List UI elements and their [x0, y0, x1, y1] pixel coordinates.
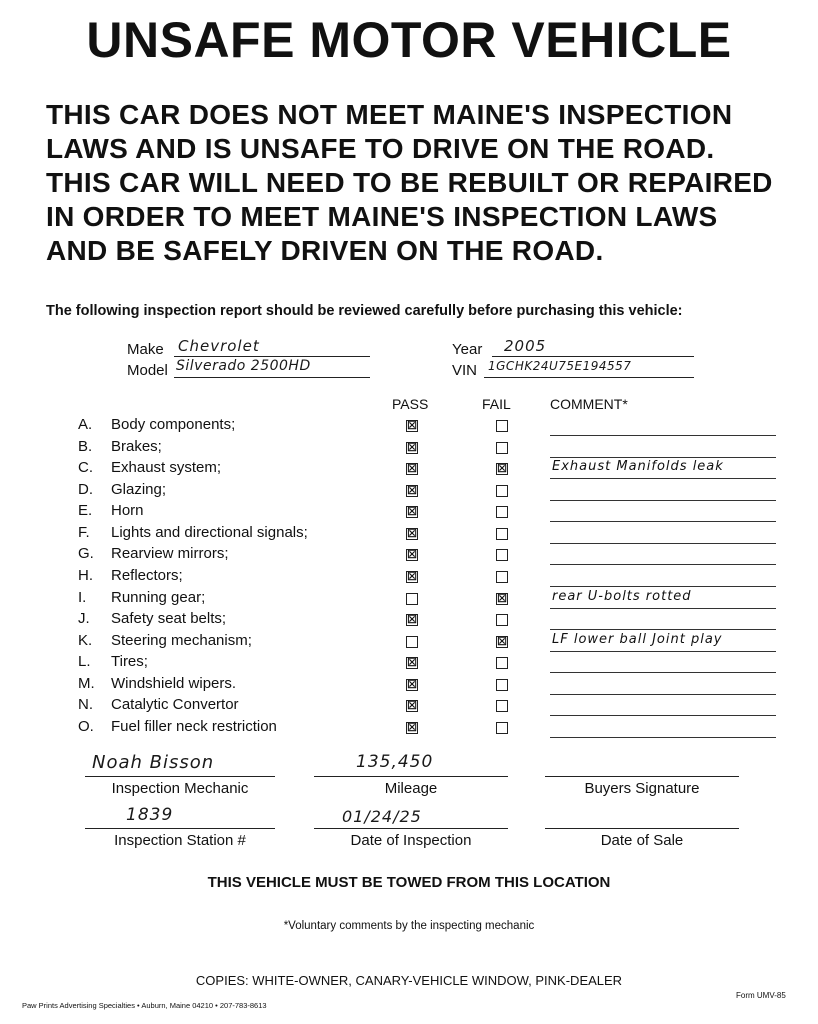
checklist-row [78, 632, 798, 653]
inspection-date-line[interactable] [314, 828, 508, 829]
comment-field[interactable] [550, 481, 776, 501]
item-label: Catalytic Convertor [111, 696, 239, 713]
mileage-label: Mileage [384, 780, 438, 797]
item-label: Lights and directional signals; [111, 524, 308, 541]
comment-text: rear U-bolts rotted [552, 589, 692, 604]
mechanic-signature-line[interactable] [85, 776, 275, 777]
vin-value: 1GCHK24U75E194557 [488, 359, 632, 373]
item-letter: F. [78, 524, 90, 541]
comment-field[interactable] [550, 632, 776, 652]
pass-header: PASS [392, 396, 429, 412]
item-letter: J. [78, 610, 90, 627]
year-value: 2005 [504, 337, 547, 355]
fail-checkbox[interactable]: ☒ [497, 636, 507, 648]
item-label: Fuel filler neck restriction [111, 718, 277, 735]
warning-line: LAWS AND IS UNSAFE TO DRIVE ON THE ROAD. [46, 133, 715, 164]
comment-field[interactable] [550, 653, 776, 673]
fail-checkbox[interactable] [496, 571, 508, 583]
checklist-row [78, 545, 798, 566]
pass-checkbox[interactable] [406, 636, 418, 648]
station-number-label: Inspection Station # [114, 832, 246, 849]
model-label: Model [127, 362, 168, 379]
checklist-row [78, 718, 798, 739]
item-letter: D. [78, 481, 93, 498]
item-label: Steering mechanism; [111, 632, 252, 649]
fail-checkbox[interactable] [496, 657, 508, 669]
fail-checkbox[interactable] [496, 420, 508, 432]
warning-text [46, 98, 786, 268]
pass-checkbox[interactable]: ☒ [407, 549, 417, 561]
comment-field[interactable] [550, 502, 776, 522]
item-letter: O. [78, 718, 94, 735]
station-number-value: 1839 [126, 805, 174, 825]
make-field[interactable] [174, 337, 370, 357]
fail-checkbox[interactable] [496, 679, 508, 691]
item-label: Rearview mirrors; [111, 545, 229, 562]
comment-field[interactable] [550, 459, 776, 479]
buyer-signature-label: Buyers Signature [584, 780, 700, 797]
comment-field[interactable] [550, 524, 776, 544]
checklist-row [78, 567, 798, 588]
checklist-row [78, 502, 798, 523]
comment-field[interactable] [550, 696, 776, 716]
comment-field[interactable] [550, 718, 776, 738]
item-label: Tires; [111, 653, 148, 670]
fail-checkbox[interactable] [496, 700, 508, 712]
item-letter: E. [78, 502, 93, 519]
year-field[interactable] [492, 337, 694, 357]
item-letter: L. [78, 653, 91, 670]
make-label: Make [127, 341, 164, 358]
comment-field[interactable] [550, 567, 776, 587]
fail-checkbox[interactable] [496, 549, 508, 561]
mileage-value: 135,450 [356, 752, 434, 772]
comment-field[interactable] [550, 610, 776, 630]
warning-line: THIS CAR DOES NOT MEET MAINE'S INSPECTION [46, 99, 733, 130]
station-number-line[interactable] [85, 828, 275, 829]
item-letter: H. [78, 567, 93, 584]
checklist-row [78, 653, 798, 674]
item-letter: C. [78, 459, 93, 476]
pass-checkbox[interactable]: ☒ [407, 528, 417, 540]
comment-header: COMMENT* [550, 396, 628, 412]
checklist-row [78, 610, 798, 631]
make-value: Chevrolet [178, 337, 260, 355]
comment-field[interactable] [550, 589, 776, 609]
pass-checkbox[interactable]: ☒ [407, 506, 417, 518]
item-label: Body components; [111, 416, 236, 433]
mechanic-signature: Noah Bisson [92, 752, 215, 773]
pass-checkbox[interactable]: ☒ [407, 571, 417, 583]
item-label: Glazing; [111, 481, 167, 498]
vin-label: VIN [452, 362, 478, 379]
model-value: Silverado 2500HD [176, 358, 311, 374]
towed-notice: THIS VEHICLE MUST BE TOWED FROM THIS LOCATION [207, 874, 611, 891]
pass-checkbox[interactable]: ☒ [407, 657, 417, 669]
fail-checkbox[interactable] [496, 506, 508, 518]
inspection-date-value: 01/24/25 [342, 807, 422, 826]
warning-line: THIS CAR WILL NEED TO BE REBUILT OR REPAIRED [46, 167, 773, 198]
item-letter: N. [78, 696, 93, 713]
fail-checkbox[interactable]: ☒ [497, 463, 507, 475]
buyer-signature-line[interactable] [545, 776, 739, 777]
printer-credit: Paw Prints Advertising Specialties • Auburn, Maine 04210 • 207-783-8613 [22, 1001, 267, 1010]
item-letter: A. [78, 416, 93, 433]
checklist-row [78, 438, 798, 459]
model-field[interactable] [174, 358, 370, 378]
checklist-row [78, 481, 798, 502]
item-letter: I. [78, 589, 87, 606]
fail-checkbox[interactable] [496, 485, 508, 497]
checklist-row [78, 416, 798, 437]
item-letter: K. [78, 632, 93, 649]
vin-field[interactable] [484, 358, 694, 378]
checklist-row [78, 524, 798, 545]
comment-field[interactable] [550, 416, 776, 436]
footnote: *Voluntary comments by the inspecting mechanic [283, 920, 535, 932]
year-label: Year [452, 341, 483, 358]
pass-checkbox[interactable]: ☒ [407, 614, 417, 626]
item-label: Safety seat belts; [111, 610, 227, 627]
pass-checkbox[interactable]: ☒ [407, 679, 417, 691]
form-number: Form UMV-85 [736, 991, 786, 1000]
item-label: Windshield wipers. [111, 675, 237, 692]
sale-date-label: Date of Sale [600, 832, 684, 849]
intro-text: The following inspection report should be reviewed carefully before purchasing this vehicle: [46, 303, 683, 319]
pass-checkbox[interactable]: ☒ [407, 420, 417, 432]
fail-checkbox[interactable] [496, 614, 508, 626]
mileage-line[interactable] [314, 776, 508, 777]
comment-text: LF lower ball Joint play [552, 632, 723, 647]
fail-checkbox[interactable] [496, 528, 508, 540]
checklist-row [78, 589, 798, 610]
item-letter: M. [78, 675, 95, 692]
comment-field[interactable] [550, 438, 776, 458]
pass-checkbox[interactable]: ☒ [407, 485, 417, 497]
page-title: UNSAFE MOTOR VEHICLE [86, 12, 732, 68]
pass-checkbox[interactable] [406, 593, 418, 605]
comment-field[interactable] [550, 545, 776, 565]
item-letter: B. [78, 438, 93, 455]
pass-checkbox[interactable]: ☒ [407, 700, 417, 712]
warning-line: AND BE SAFELY DRIVEN ON THE ROAD. [46, 235, 604, 266]
mechanic-label: Inspection Mechanic [111, 780, 249, 797]
fail-header: FAIL [482, 396, 511, 412]
pass-checkbox[interactable]: ☒ [407, 722, 417, 734]
item-letter: G. [78, 545, 94, 562]
pass-checkbox[interactable]: ☒ [407, 442, 417, 454]
fail-checkbox[interactable] [496, 442, 508, 454]
item-label: Exhaust system; [111, 459, 222, 476]
item-label: Brakes; [111, 438, 162, 455]
checklist-row [78, 675, 798, 696]
pass-checkbox[interactable]: ☒ [407, 463, 417, 475]
item-label: Reflectors; [111, 567, 183, 584]
fail-checkbox[interactable]: ☒ [497, 593, 507, 605]
checklist-row [78, 696, 798, 717]
item-label: Horn [111, 502, 144, 519]
fail-checkbox[interactable] [496, 722, 508, 734]
checklist-row [78, 459, 798, 480]
inspection-date-label: Date of Inspection [350, 832, 472, 849]
copies-note: COPIES: WHITE-OWNER, CANARY-VEHICLE WINDOW, PINK-DEALER [195, 973, 623, 988]
sale-date-line[interactable] [545, 828, 739, 829]
warning-line: IN ORDER TO MEET MAINE'S INSPECTION LAWS [46, 201, 718, 232]
comment-text: Exhaust Manifolds leak [552, 459, 724, 474]
item-label: Running gear; [111, 589, 206, 606]
comment-field[interactable] [550, 675, 776, 695]
